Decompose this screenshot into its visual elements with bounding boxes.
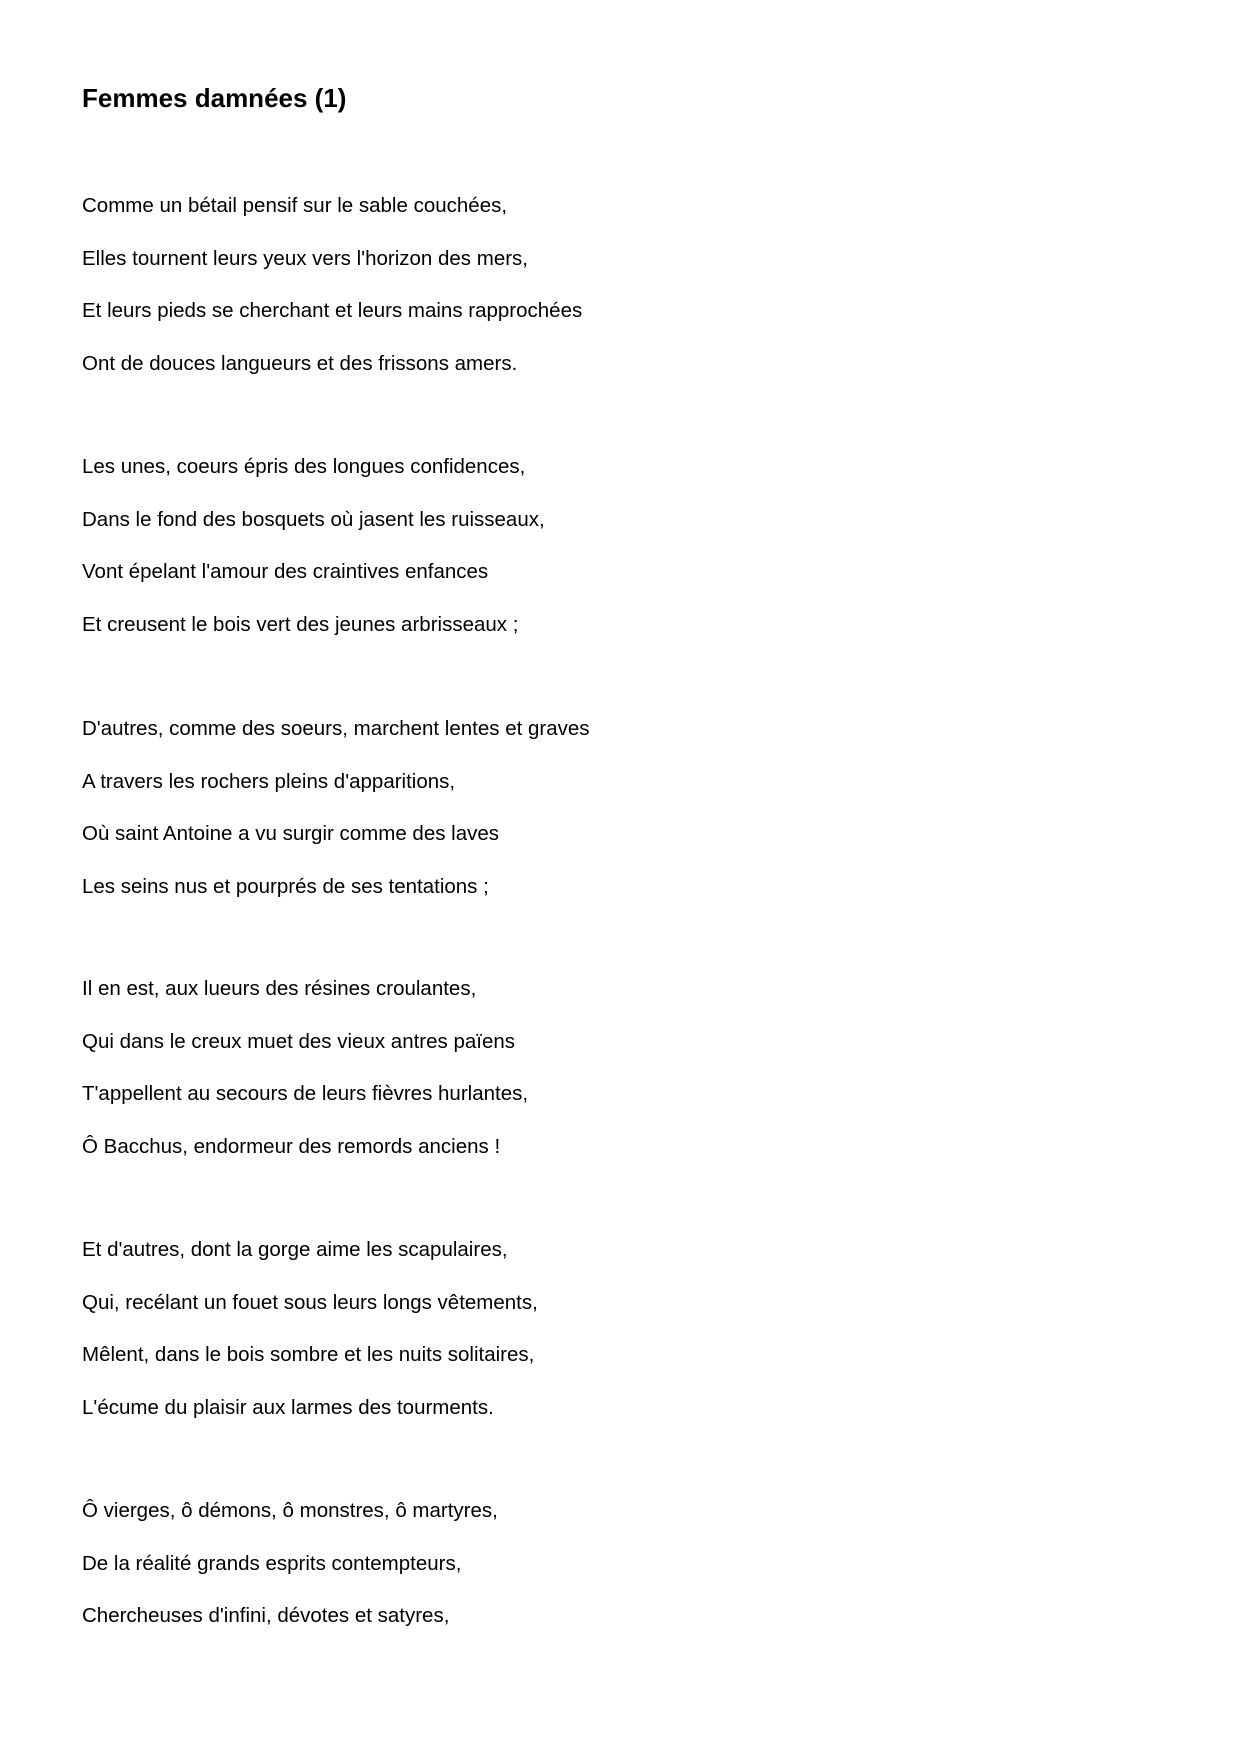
verse-line: Ô Bacchus, endormeur des remords anciens ! bbox=[82, 1134, 501, 1158]
verse-line: Les unes, coeurs épris des longues confidences, bbox=[82, 455, 526, 478]
verse-line: T'appellent au secours de leurs fièvres hurlantes, bbox=[82, 1082, 529, 1105]
stanza-3 bbox=[82, 703, 590, 913]
stanza-6 bbox=[82, 1485, 498, 1643]
verse-line: Qui, recélant un fouet sous leurs longs vêtements, bbox=[82, 1290, 538, 1314]
verse-line: Ont de douces langueurs et des frissons amers. bbox=[82, 351, 518, 375]
stanza-1 bbox=[82, 180, 582, 390]
verse-line: Chercheuses d'infini, dévotes et satyres, bbox=[82, 1604, 450, 1627]
verse-line: L'écume du plaisir aux larmes des tourments. bbox=[82, 1395, 494, 1419]
verse-line: Mêlent, dans le bois sombre et les nuits solitaires, bbox=[82, 1343, 535, 1366]
verse-line: Dans le fond des bosquets où jasent les ruisseaux, bbox=[82, 507, 545, 531]
verse-line: Où saint Antoine a vu surgir comme des laves bbox=[82, 822, 500, 845]
stanza-5 bbox=[82, 1224, 538, 1434]
verse-line: Les seins nus et pourprés de ses tentations ; bbox=[82, 874, 489, 898]
verse-line: A travers les rochers pleins d'apparitions, bbox=[82, 769, 456, 793]
verse-line: Il en est, aux lueurs des résines croulantes, bbox=[82, 977, 477, 1000]
verse-line: Elles tournent leurs yeux vers l'horizon des mers, bbox=[82, 246, 528, 270]
verse-line: Vont épelant l'amour des craintives enfances bbox=[82, 560, 489, 583]
verse-line: Et d'autres, dont la gorge aime les scapulaires, bbox=[82, 1238, 508, 1261]
poem-title: Femmes damnées (1) bbox=[82, 83, 347, 113]
verse-line: Qui dans le creux muet des vieux antres païens bbox=[82, 1029, 516, 1053]
stanza-4 bbox=[82, 963, 528, 1173]
stanza-2 bbox=[82, 441, 545, 651]
verse-line: De la réalité grands esprits contempteurs, bbox=[82, 1551, 462, 1575]
verse-line: D'autres, comme des soeurs, marchent lentes et graves bbox=[82, 717, 590, 740]
verse-line: Ô vierges, ô démons, ô monstres, ô martyres, bbox=[82, 1499, 498, 1522]
verse-line: Comme un bétail pensif sur le sable couchées, bbox=[82, 194, 508, 217]
verse-line: Et leurs pieds se cherchant et leurs mains rapprochées bbox=[82, 299, 583, 322]
verse-line: Et creusent le bois vert des jeunes arbrisseaux ; bbox=[82, 612, 519, 636]
